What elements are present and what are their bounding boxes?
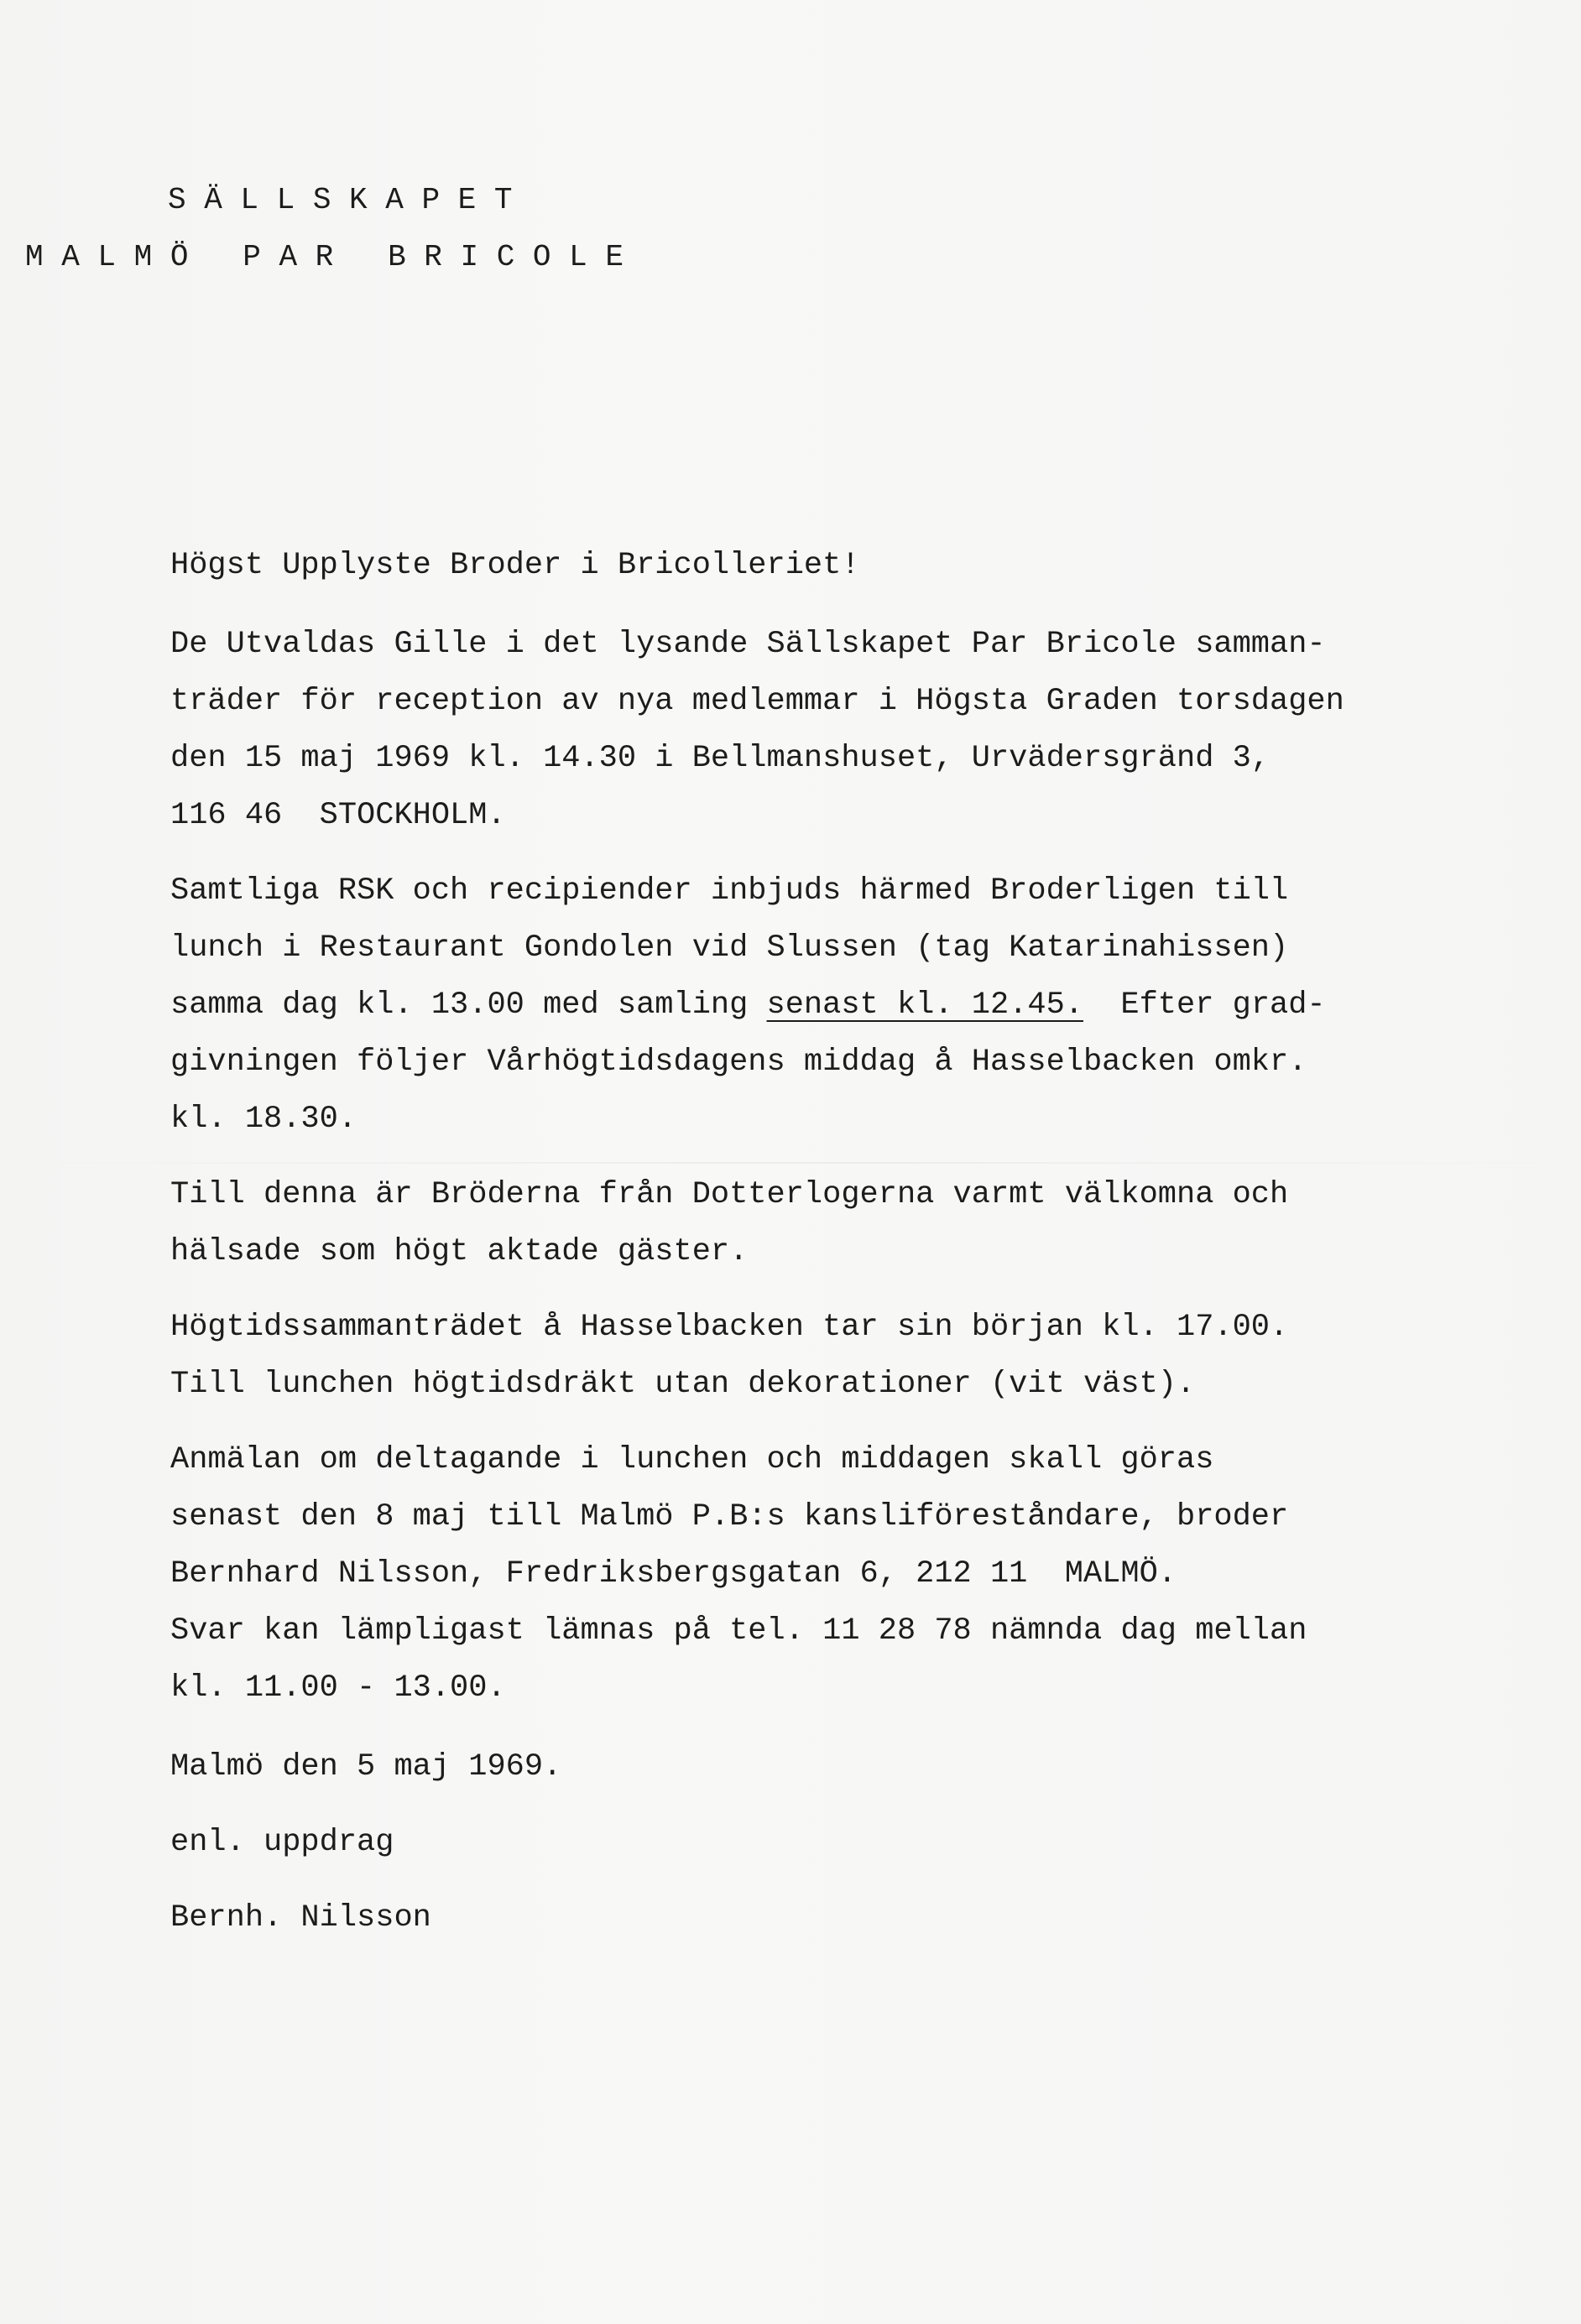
paragraph-5-line: senast den 8 maj till Malmö P.B:s kansliföreståndare, broder [170,1499,1289,1535]
paragraph-2 [170,862,1446,1148]
letterhead-line-1: S Ä L L S K A P E T [168,183,513,217]
paragraph-2-line [170,977,1446,1034]
paragraph-5 [170,1431,1446,1717]
paragraph-2-line: kl. 18.30. [170,1102,357,1137]
paragraph-4 [170,1299,1446,1413]
paragraph-4-line: Högtidssammanträdet å Hasselbacken tar sin början kl. 17.00. [170,1310,1289,1345]
letterhead-line-2: M A L M Ö P A R B R I C O L E [25,240,624,274]
signature-name: Bernh. Nilsson [170,1900,431,1936]
paragraph-1-line: träder för reception av nya medlemmar i Högsta Graden torsdagen [170,684,1344,719]
letterhead [0,172,624,286]
underlined-deadline: senast kl. 12.45. [766,987,1083,1023]
place-and-date: Malmö den 5 maj 1969. [170,1749,562,1785]
paragraph-5-line: Bernhard Nilsson, Fredriksbergsgatan 6, 212 11 MALMÖ. [170,1556,1177,1592]
on-behalf-note: enl. uppdrag [170,1825,394,1860]
paragraph-4-line: Till lunchen högtidsdräkt utan dekorationer (vit väst). [170,1367,1196,1402]
paragraph-3 [170,1166,1446,1280]
paragraph-1-line: 116 46 STOCKHOLM. [170,798,506,833]
paragraph-1-line: De Utvaldas Gille i det lysande Sällskapet Par Bricole samman- [170,627,1326,662]
paragraph-5-line: kl. 11.00 - 13.00. [170,1670,506,1706]
letter-body [170,537,1446,1946]
paragraph-2-line: Samtliga RSK och recipiender inbjuds härmed Broderligen till [170,873,1289,909]
paragraph-2-text: Efter grad- [1083,987,1326,1023]
paragraph-2-text: samma dag kl. 13.00 med samling [170,987,767,1023]
paragraph-2-line: lunch i Restaurant Gondolen vid Slussen (tag Katarinahissen) [170,930,1289,966]
salutation: Högst Upplyste Broder i Bricolleriet! [170,548,860,583]
paragraph-2-line: givningen följer Vårhögtidsdagens middag å Hasselbacken omkr. [170,1045,1307,1080]
paragraph-5-line: Anmälan om deltagande i lunchen och middagen skall göras [170,1442,1214,1477]
paragraph-3-line: hälsade som högt aktade gäster. [170,1234,749,1269]
paragraph-3-line: Till denna är Bröderna från Dotterlogerna varmt välkomna och [170,1177,1289,1212]
paragraph-5-line: Svar kan lämpligast lämnas på tel. 11 28 78 nämnda dag mellan [170,1613,1307,1649]
paragraph-1 [170,616,1446,844]
paragraph-1-line: den 15 maj 1969 kl. 14.30 i Bellmanshuset, Urvädersgränd 3, [170,741,1271,776]
